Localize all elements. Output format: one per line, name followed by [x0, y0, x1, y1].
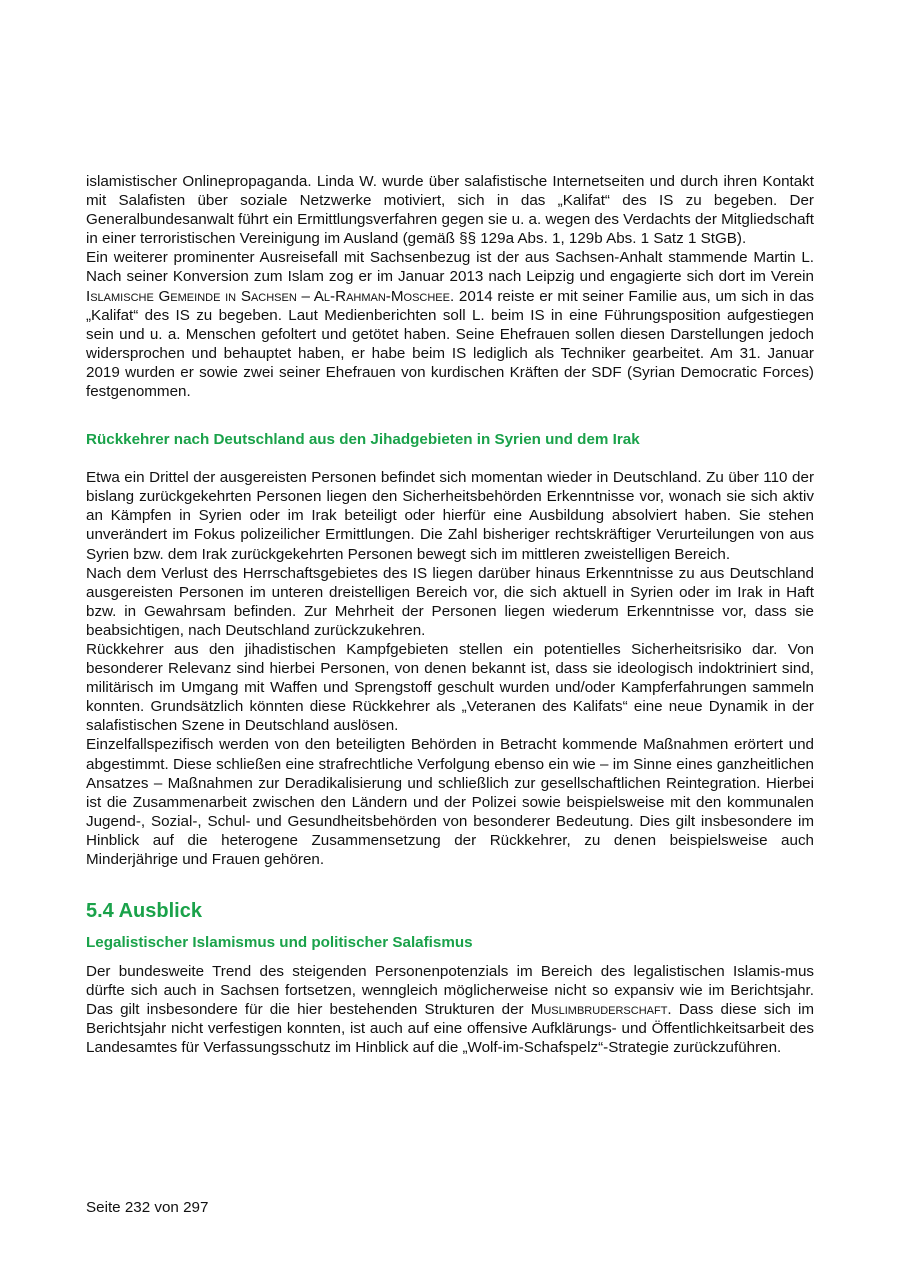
document-body [86, 172, 814, 1058]
paragraph-martin-l-part1: Ein weiterer prominenter Ausreisefall mit Sachsenbezug ist der aus Sachsen-Anhalt stammende Martin L. Nach seiner Konversion zum Islam zog er im Januar 2013 nach Leipzig und engagierte sich dort im Verein [86, 249, 814, 286]
paragraph-martin-l-part2: . 2014 reiste er mit seiner Familie aus, um sich in das „Kalifat“ des IS zu begeben. Laut Medienberichten soll L. beim IS in eine Führungsposition aufgestiegen sein und u. a. Menschen gefoltert und getötet haben. Seine Ehefrauen sollen diesen Darstellungen jedoch widersprochen und behauptet haben, er habe beim IS lediglich als Techniker gearbeitet. Am 31. Januar 2019 wurden er sowie zwei seiner Ehefrauen von kurdischen Kräften der SDF (Syrian Democratic Forces) festgenommen. [86, 287, 814, 401]
paragraph-outlook-part2: . Dass diese sich im Berichtsjahr nicht verfestigen konnten, ist auch auf eine offensive Aufklärungs- und Öffentlichkeitsarbeit des Landesamtes für Verfassungsschutz im Hinblick auf die „Wolf-im-Schafspelz“-Strategie zurückzuführen. [86, 1001, 814, 1057]
paragraph-outlook-trend [86, 962, 814, 1057]
heading-legalistic-islamism: Legalistischer Islamismus und politischer Salafismus [86, 934, 473, 952]
organization-name-mosque: Islamische Gemeinde in Sachsen – Al-Rahman-Moschee [86, 287, 450, 305]
paragraph-detention: Nach dem Verlust des Herrschaftsgebietes des IS liegen darüber hinaus Erkenntnisse zu aus Deutschland ausgereisten Personen im unteren dreistelligen Bereich vor, die sich aktuell in Syrien oder im Irak in Haft bzw. in Gewahrsam befinden. Zur Mehrheit der Personen liegen wiederum Erkenntnisse vor, dass sie beabsichtigen, nach Deutschland zurückzukehren. [86, 564, 814, 639]
paragraph-security-risk: Rückkehrer aus den jihadistischen Kampfgebieten stellen ein potentielles Sicherheitsrisiko dar. Von besonderer Relevanz sind hierbei Personen, von denen bekannt ist, dass sie ideologisch indoktriniert sind, militärisch im Umgang mit Waffen und Sprengstoff geschult wurden und/oder Kampferfahrungen sammeln konnten. Grundsätzlich könnten diese Rückkehrer als „Veteranen des Kalifats“ eine neue Dynamik in der salafistischen Szene in Deutschland auslösen. [86, 640, 814, 735]
page-number: Seite 232 von 297 [86, 1199, 209, 1216]
paragraph-returnees-third: Etwa ein Drittel der ausgereisten Personen befindet sich momentan wieder in Deutschland. Zu über 110 der bislang zurückgekehrten Personen liegen den Sicherheitsbehörden Erkenntnisse vor, wonach sie sich aktiv an Kämpfen in Syrien oder im Irak beteiligt oder hierfür eine Ausbildung absolviert haben. Sie stehen unverändert im Fokus polizeilicher Ermittlungen. Die Zahl bisheriger rechtskräftiger Verurteilungen von aus Syrien bzw. dem Irak zurückgekehrten Personen bewegt sich im mittleren zweistelligen Bereich. [86, 469, 814, 563]
paragraph-measures: Einzelfallspezifisch werden von den beteiligten Behörden in Betracht kommende Maßnahmen erörtert und abgestimmt. Diese schließen eine strafrechtliche Verfolgung ebenso ein wie – im Sinne eines ganzheitlichen Ansatzes – Maßnahmen zur Deradikalisierung und schließlich zur gesellschaftlichen Reintegration. Hierbei ist die Zusammenarbeit zwischen den Ländern und der Polizei sowie beispielsweise mit den kommunalen Jugend-, Sozial-, Schul- und Gesundheitsbehörden von besonderer Bedeutung. Dies gilt insbesondere im Hinblick auf die heterogene Zusammensetzung der Rückkehrer, zu denen beispielsweise auch Minderjährige und Frauen gehören. [86, 736, 814, 868]
section-title-outlook: 5.4 Ausblick [86, 900, 202, 923]
paragraph-martin-l [86, 248, 814, 401]
paragraph-outlook-part1: Der bundesweite Trend des steigenden Personenpotenzials im Bereich des legalistischen Islamis-mus dürfte sich auch in Sachsen fortsetzen, wenngleich möglicherweise nicht so expansiv wie im Berichtsjahr. Das gilt insbesondere für die hier bestehenden Strukturen der [86, 963, 814, 1019]
heading-returnees: Rückkehrer nach Deutschland aus den Jihadgebieten in Syrien und dem Irak [86, 431, 640, 449]
organization-name-brotherhood: Muslimbruderschaft [530, 1001, 668, 1019]
paragraph-linda-w: islamistischer Onlinepropaganda. Linda W. wurde über salafistische Internetseiten und durch ihren Kontakt mit Salafisten über soziale Netzwerke motiviert, sich in das „Kalifat“ des IS zu begeben. Der Generalbundesanwalt führt ein Ermittlungsverfahren gegen sie u. a. wegen des Verdachts der Mitgliedschaft in einer terroristischen Vereinigung im Ausland (gemäß §§ 129a Abs. 1, 129b Abs. 1 Satz 1 StGB). [86, 173, 814, 248]
